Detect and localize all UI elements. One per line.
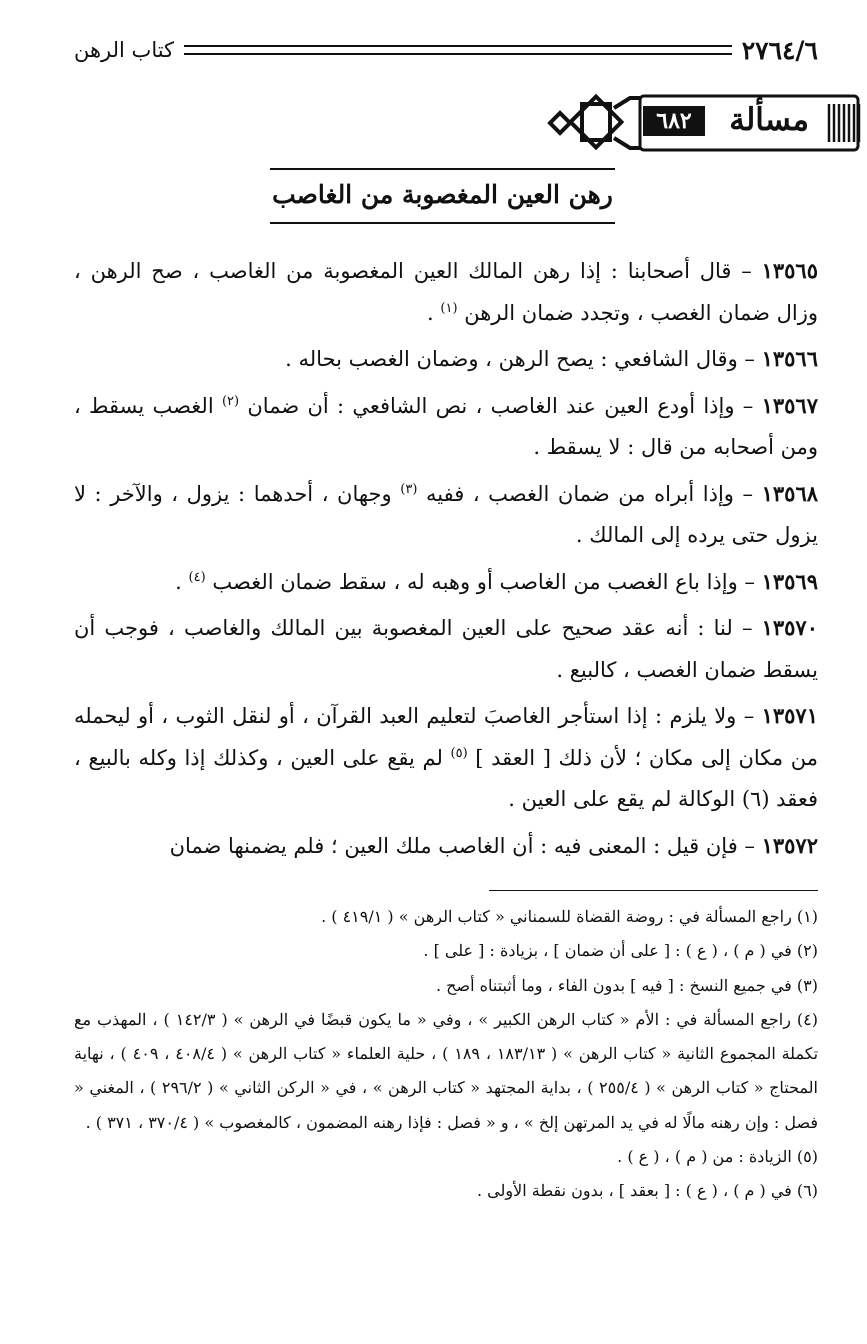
paragraph-number: ١٣٥٦٨ [761,480,819,506]
masala-label: مسألة [729,102,809,138]
paragraph-number: ١٣٥٦٥ [761,258,818,283]
footnote-ref: (١) [440,300,458,316]
footnote: (٦) في ( م ) ، ( ع ) : [ بعقد ] ، بدون نقطة الأولى . [477,1181,818,1201]
footnote-ref: (٤) [188,569,206,585]
paragraph-text: لنا : أنه عقد صحيح على العين المغصوبة بين المالك والغاصب ، فوجب أن يسقط ضمان الغصب ، كالبيع . [74,616,818,682]
paragraph-number: ١٣٥٦٧ [761,392,818,418]
header-rule [184,45,732,55]
paragraph-tail: لم يقع على العين ، وكذلك إذا وكله بالبيع ، فعقد (٦) الوكالة لم يقع على العين . [74,745,818,811]
paragraph-tail: الغصب يسقط ، ومن أصحابه من قال : لا يسقط . [74,393,818,459]
paragraph: ١٣٥٧١ – ولا يلزم : إذا استأجر الغاصبَ لتعليم العبد القرآن ، أو لنقل الثوب ، أو ليحمله من مكان إلى مكان ؛ لأن ذلك [ العقد ] $^{(٥)}$ لم يقع على العين ، وكذلك إذا وكله بالبيع ، فعقد (٦) الوكالة لم يقع على العين . [74,703,818,811]
masala-banner [540,92,865,154]
paragraph: ١٣٥٧٢ – فإن قيل : المعنى فيه : أن الغاصب ملك العين ؛ فلم يضمنها ضمان [169,832,818,858]
paragraph-text: فإن قيل : المعنى فيه : أن الغاصب ملك العين ؛ فلم يضمنها ضمان [169,833,738,858]
paragraph-text: ولا يلزم : إذا استأجر الغاصبَ لتعليم العبد القرآن ، أو لنقل الثوب ، أو ليحمله من مكان إلى مكان ؛ لأن ذلك [ العقد ] [74,704,818,770]
running-header [74,30,818,70]
footnote: (٥) الزيادة : من ( م ) ، ( ع ) . [617,1147,818,1167]
paragraph-number: ١٣٥٧١ [761,703,818,728]
footnote: (٤) راجع المسألة في : الأم « كتاب الرهن الكبير » ، وفي « ما يكون قبضًا في الرهن » ( ١٤٢/٣ ) ، المهذب مع تكملة المجموع الثانية « كتاب الرهن » ( ١٨٣/١٣ ، ١٨٩ ) ، حلية العلماء « كتاب الرهن » ( ٤٠٨/٤ ، ٤٠٩ ) ، نهاية المحتاج « كتاب الرهن » ( ٢٥٥/٤ ) ، بداية المجتهد « كتاب الرهن » ، في « الركن الثاني » ( ٢٩٦/٢ ) ، المغني « فصل : وإن رهنه مالًا له في يد المرتهن إلخ » ، و « فصل : فإذا رهنه المضمون ، كالمغصوب » ( ٣٧٠/٤ ، ٣٧١ ) . [74,1009,819,1132]
footnote-ref: (٢) [221,393,240,409]
paragraph: ١٣٥٦٥ – قال أصحابنا : إذا رهن المالك العين المغصوبة من الغاصب ، صح الرهن ، وزال ضمان الغصب ، وتجدد ضمان الرهن $^{(١)}$ . [74,258,818,325]
paragraph: ١٣٥٧٠ – لنا : أنه عقد صحيح على العين المغصوبة بين المالك والغاصب ، فوجب أن يسقط ضمان الغصب ، كالبيع . [74,615,818,682]
footnote: (٢) في ( م ) ، ( ع ) : [ على أن ضمان ] ، بزيادة : [ على ] . [423,941,818,961]
paragraph-text: وإذا باع الغصب من الغاصب أو وهبه له ، سقط ضمان الغصب [212,569,738,594]
paragraph-tail: . [175,569,189,594]
paragraph-text: وإذا أودع العين عند الغاصب ، نص الشافعي : أن ضمان [247,393,735,418]
paragraph-number: ١٣٥٧٢ [761,832,818,858]
paragraph-number: ١٣٥٦٩ [761,568,818,594]
paragraph: ١٣٥٦٧ – وإذا أودع العين عند الغاصب ، نص الشافعي : أن ضمان $^{(٢)}$ الغصب يسقط ، ومن أصحابه من قال : لا يسقط . [74,392,818,459]
footnote: (٣) في جميع النسخ : [ فيه ] بدون الفاء ، وما أثبتناه أصح . [436,975,818,995]
paragraph-number: ١٣٥٦٦ [761,346,818,371]
paragraph: ١٣٥٦٨ – وإذا أبراه من ضمان الغصب ، ففيه $^{(٣)}$ وجهان ، أحدهما : يزول ، والآخر : لا يزول حتى يرده إلى المالك . [74,480,819,547]
paragraph-text: قال أصحابنا : إذا رهن المالك العين المغصوبة من الغاصب ، صح الرهن ، وزال ضمان الغصب ، وتجدد ضمان الرهن [74,259,818,325]
book-title: كتاب الرهن [74,38,175,62]
paragraph: ١٣٥٦٩ – وإذا باع الغصب من الغاصب أو وهبه له ، سقط ضمان الغصب $^{(٤)}$ . [175,568,818,594]
paragraph-number: ١٣٥٧٠ [761,615,818,640]
footnote-divider [489,890,818,891]
footnotes [74,900,818,1209]
body-text [74,250,818,871]
paragraph-text: وإذا أبراه من ضمان الغصب ، ففيه [425,481,734,506]
section-title: رهن العين المغصوبة من الغاصب [270,168,615,224]
page-number: ٢٧٦٤/٦ [741,35,818,65]
paragraph-text: وقال الشافعي : يصح الرهن ، وضمان الغصب بحاله . [285,347,738,371]
paragraph: ١٣٥٦٦ – وقال الشافعي : يصح الرهن ، وضمان الغصب بحاله . [285,346,818,371]
footnote: (١) راجع المسألة في : روضة القضاة للسمناني « كتاب الرهن » ( ٤١٩/١ ) . [321,907,818,926]
paragraph-tail: وجهان ، أحدهما : يزول ، والآخر : لا يزول حتى يرده إلى المالك . [74,481,818,547]
masala-number: ٦٨٢ [643,106,705,136]
footnote-ref: (٣) [400,481,418,497]
paragraph-tail: . [427,300,441,325]
footnote-ref: (٥) [450,745,468,761]
